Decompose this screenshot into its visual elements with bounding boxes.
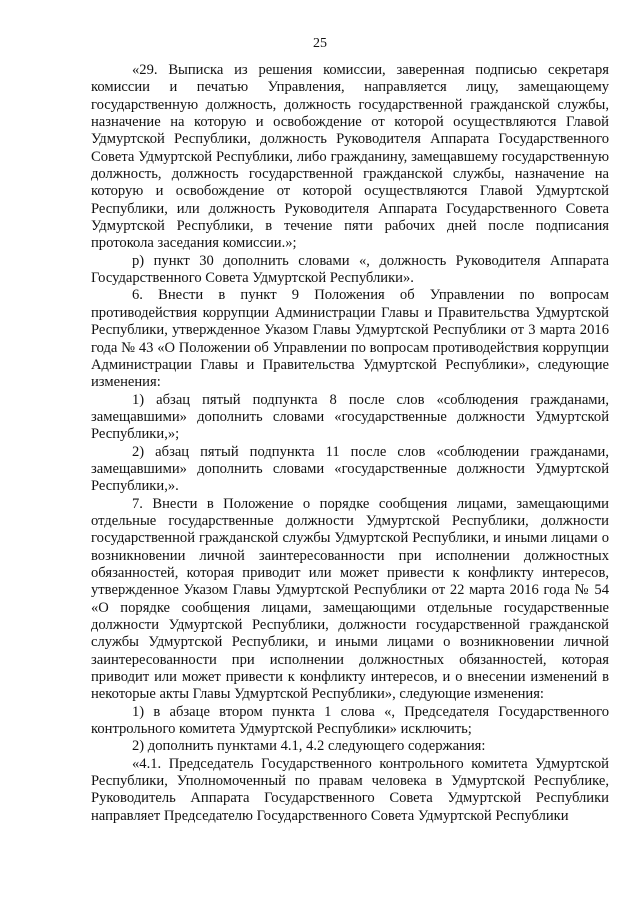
- paragraph-point-7-sub-2: 2) дополнить пунктами 4.1, 4.2 следующего содержания:: [132, 738, 486, 755]
- paragraph-point-7-sub-1: 1) в абзаце втором пункта 1 слова «, Председателя Государственного контрольного комитета Удмуртской Республики» исключить;: [91, 703, 609, 738]
- paragraph-point-6-sub-1: 1) абзац пятый подпункта 8 после слов «соблюдения гражданами, замещавшими» дополнить словами «государственные должности Удмуртской Республики,»;: [91, 391, 609, 443]
- paragraph-item-29: «29. Выписка из решения комиссии, заверенная подписью секретаря комиссии и печатью Управления, направляется лицу, замещающему государственную должность, должность государственной гражданской службы, назначение на которую и освобождение от которой осуществляются Главой Удмуртской Республики, должность Руководителя Аппарата Государственного Совета Удмуртской Республики, либо гражданину, замещавшему государственную должность, должность государственной гражданской службы, назначение на которую и освобождение от которой осуществляются Главой Удмуртской Республики, или должность Руководителя Аппарата Государственного Совета Удмуртской Республики, в течение пяти рабочих дней после подписания протокола заседания комиссии.»;: [91, 62, 609, 252]
- paragraph-point-7: 7. Внести в Положение о порядке сообщения лицами, замещающими отдельные государственные должности Удмуртской Республики, должности государственной гражданской службы Удмуртской Республики, и иными лицами о возникновении личной заинтересованности при исполнении должностных обязанностей, которая приводит или может привести к конфликту интересов, утвержденное Указом Главы Удмуртской Республики от 22 марта 2016 года № 54 «О порядке сообщения лицами, замещающими отдельные государственные должности Удмуртской Республики, должности государственной гражданской службы Удмуртской Республики, и иными лицами о возникновении личной заинтересованности при исполнении должностных обязанностей, которая приводит или может привести к конфликту интересов, и о внесении изменений в некоторые акты Главы Удмуртской Республики», следующие изменения:: [91, 495, 609, 703]
- paragraph-point-6-sub-2: 2) абзац пятый подпункта 11 после слов «соблюдении гражданами, замещавшими» дополнить словами «государственные должности Удмуртской Республики,».: [91, 443, 609, 495]
- document-body: [91, 62, 609, 825]
- paragraph-subitem-r: р) пункт 30 дополнить словами «, должность Руководителя Аппарата Государственного Совета Удмуртской Республики».: [91, 252, 609, 287]
- page-number: 25: [313, 36, 327, 51]
- paragraph-point-6: 6. Внести в пункт 9 Положения об Управлении по вопросам противодействия коррупции Администрации Главы и Правительства Удмуртской Республики, утвержденное Указом Главы Удмуртской Республики от 3 марта 2016 года № 43 «О Положении об Управлении по вопросам противодействия коррупции Администрации Главы и Правительства Удмуртской Республики», следующие изменения:: [91, 287, 609, 391]
- paragraph-item-4-1: «4.1. Председатель Государственного контрольного комитета Удмуртской Республики, Уполномоченный по правам человека в Удмуртской Республике, Руководитель Аппарата Государственного Совета Удмуртской Республики направляет Председателю Государственного Совета Удмуртской Республики: [91, 755, 609, 824]
